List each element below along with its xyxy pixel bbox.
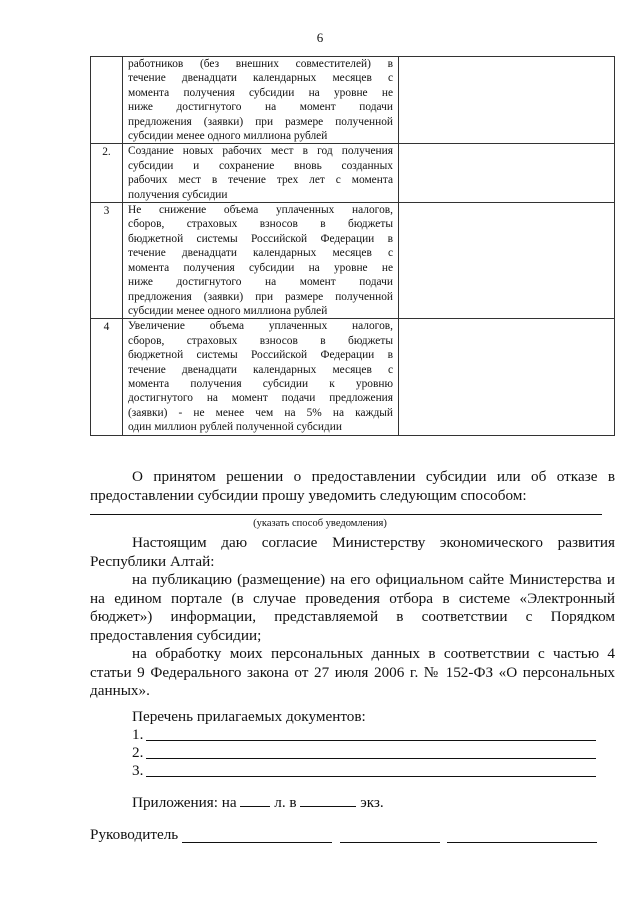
signature-sign-line — [340, 842, 440, 843]
consent-publication: на публикацию (размещение) на его официальном сайте Министерства и на едином портале (в случае проведения отбора в системе «Электронный бюджет») информации, представляемой в соответствии с Порядком предоставления субсидии; — [90, 571, 615, 644]
row-number: 2. — [91, 144, 123, 203]
description-line: сборов, страховых взносов в бюджеты — [128, 218, 393, 231]
description-line: получения субсидии — [128, 188, 228, 201]
document-item-number: 2. — [132, 744, 144, 761]
description-line: субсидии менее одного миллиона рублей — [128, 304, 328, 317]
description-line: (заявки) - не менее чем на 5% на каждый — [128, 406, 393, 419]
criterion-description — [123, 144, 399, 203]
description-line: бюджетной системы Российской Федерации в — [128, 349, 393, 362]
description-line: достигнутого на момент подачи предложения — [128, 392, 393, 405]
document-item-number: 1. — [132, 726, 144, 743]
description-line: бюджетной системы Российской Федерации в — [128, 232, 393, 245]
signature-label: Руководитель — [90, 826, 179, 843]
attachments-copies-blank — [300, 794, 356, 807]
description-line: предложения (заявки) при размере полученной — [128, 290, 393, 303]
signature-position-line — [182, 842, 332, 843]
description-line: один миллион рублей полученной субсидии — [128, 421, 342, 434]
description-line: ниже достигнутого на момент подачи — [128, 276, 393, 289]
value-cell — [399, 144, 615, 203]
document-item-line — [146, 740, 596, 741]
document-item-number: 3. — [132, 762, 144, 779]
notification-method-line — [90, 514, 602, 515]
description-line: течение двенадцати календарных месяцев с — [128, 72, 393, 85]
description-line: течение двенадцати календарных месяцев с — [128, 363, 393, 376]
description-line: ниже достигнутого на момент подачи — [128, 101, 393, 114]
value-cell — [399, 203, 615, 319]
description-line: момента получения субсидии к уровню — [128, 377, 393, 390]
table-row — [91, 319, 615, 435]
signature-name-line — [447, 842, 597, 843]
attachments-middle: л. в — [274, 794, 297, 811]
description-line: сборов, страховых взносов в бюджеты — [128, 334, 393, 347]
description-line: Создание новых рабочих мест в год получения — [128, 145, 393, 158]
criterion-description — [123, 319, 399, 435]
description-line: работников (без внешних совместителей) в — [128, 58, 393, 70]
description-line: Не снижение объема уплаченных налогов, — [128, 204, 393, 217]
value-cell — [399, 57, 615, 144]
page-number: 6 — [316, 30, 324, 45]
document-item-line — [146, 776, 596, 777]
criterion-description — [123, 203, 399, 319]
row-number: 4 — [91, 319, 123, 435]
document-item-line — [146, 758, 596, 759]
consent-personal-data: на обработку моих персональных данных в соответствии с частью 4 статьи 9 Федерального закона от 27 июля 2006 г. № 152-ФЗ «О персональных данных». — [90, 645, 615, 700]
description-line: предложения (заявки) при размере полученной — [128, 115, 393, 128]
description-line: субсидии и сохранение вновь созданных — [128, 159, 393, 172]
table-row — [91, 203, 615, 319]
table-row — [91, 57, 615, 144]
description-line: Увеличение объема уплаченных налогов, — [128, 320, 393, 333]
attachments-prefix: Приложения: на — [132, 794, 237, 811]
row-number: 3 — [91, 203, 123, 319]
attachments-suffix: экз. — [360, 794, 384, 811]
criteria-table — [90, 56, 615, 436]
consent-intro: Настоящим даю согласие Министерству экономического развития Республики Алтай: — [90, 534, 615, 570]
attachments-line — [132, 794, 384, 812]
attachments-sheets-blank — [240, 794, 270, 807]
value-cell — [399, 319, 615, 435]
description-line: момента получения субсидии на уровне не — [128, 261, 393, 274]
notification-caption: (указать способ уведомления) — [253, 518, 387, 529]
notification-paragraph: О принятом решении о предоставлении субсидии или об отказе в предоставлении субсидии прошу уведомить следующим способом: — [90, 468, 615, 504]
description-line: субсидии менее одного миллиона рублей — [128, 130, 328, 143]
criterion-description — [123, 57, 399, 144]
description-line: рабочих мест в течение трех лет с момента — [128, 174, 393, 187]
table-row — [91, 144, 615, 203]
documents-title: Перечень прилагаемых документов: — [132, 708, 366, 725]
row-number — [91, 57, 123, 144]
description-line: момента получения субсидии на уровне не — [128, 86, 393, 99]
description-line: течение двенадцати календарных месяцев с — [128, 247, 393, 260]
